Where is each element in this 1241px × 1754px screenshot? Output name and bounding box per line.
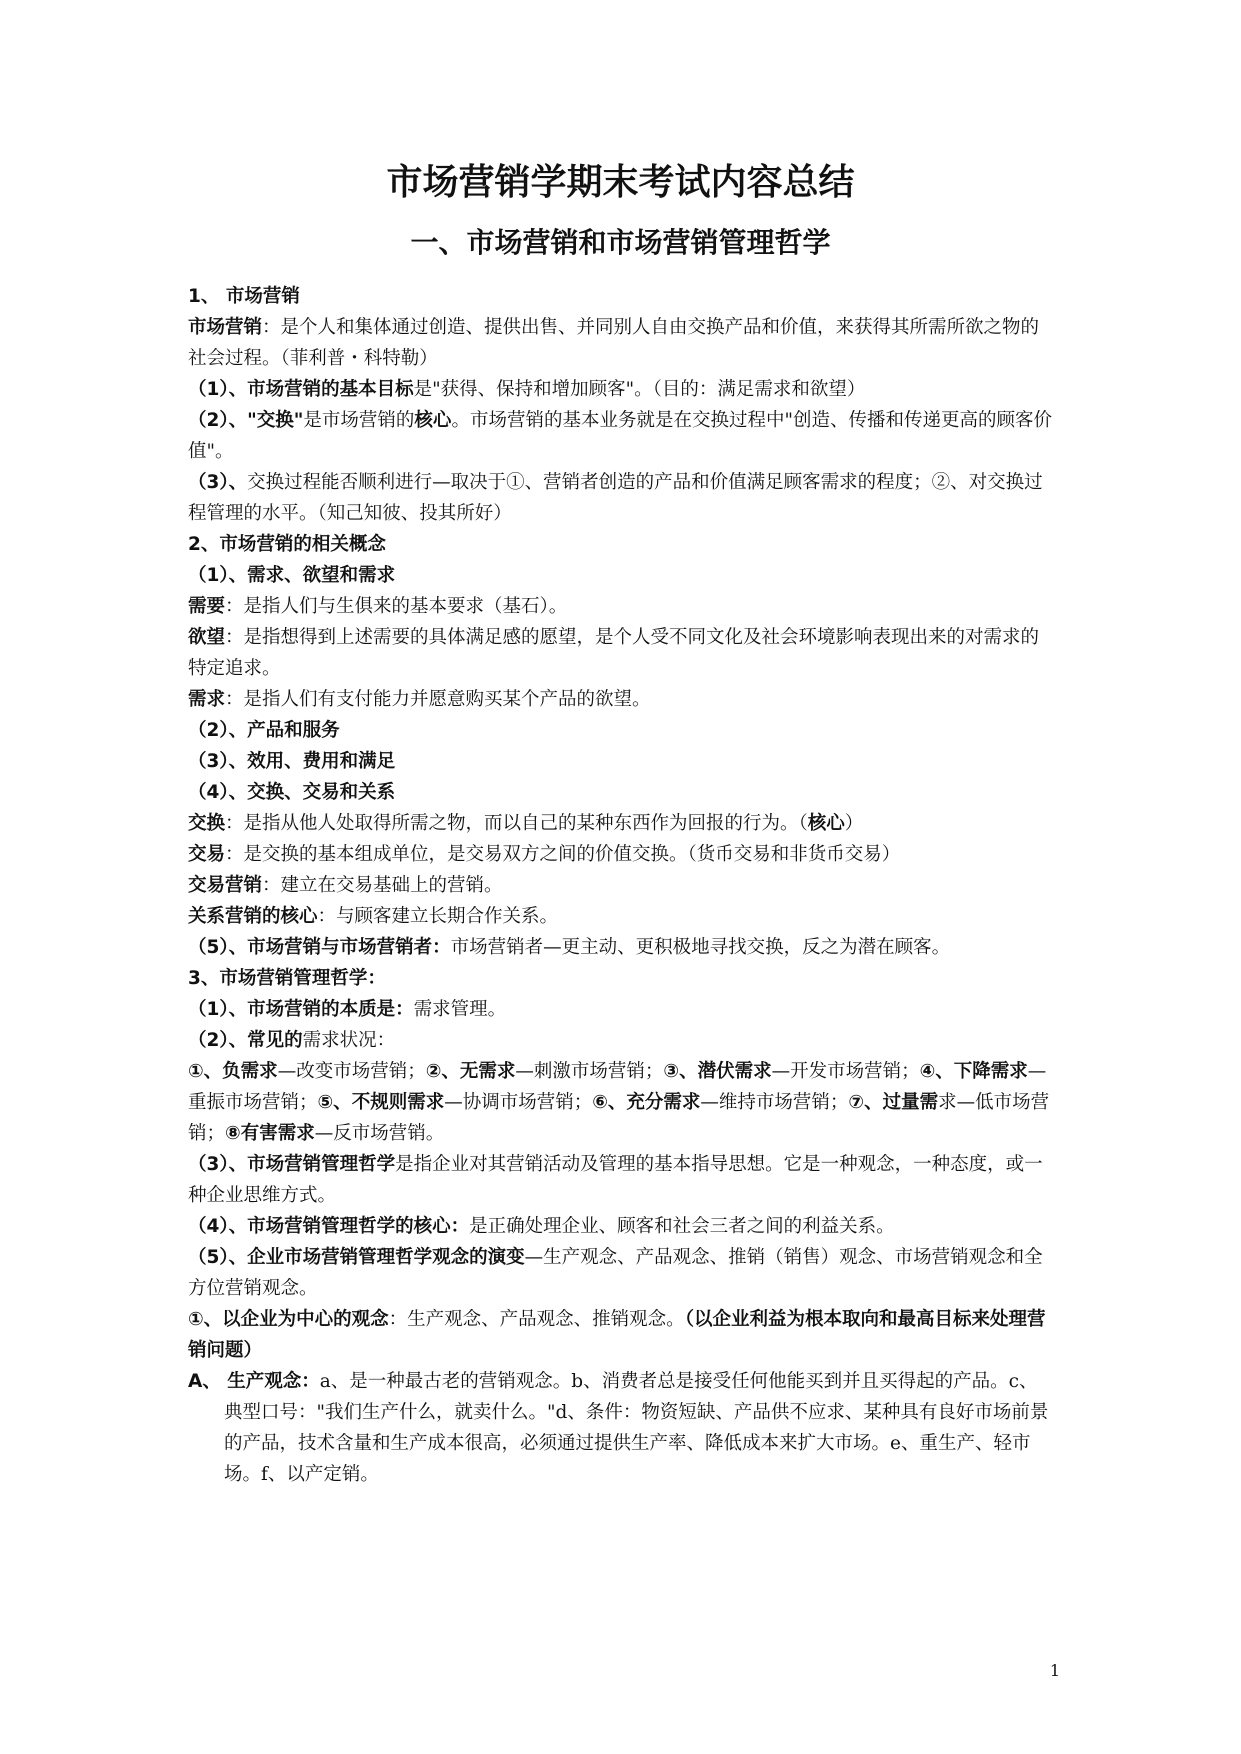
subheading-exchange: （4）、交换、交易和关系 [188, 782, 396, 803]
term-trade-marketing: 交易营销 [188, 875, 263, 896]
state-term: 充分需求 [626, 1092, 701, 1113]
demand-state [663, 1061, 919, 1082]
term-demand: 需求 [188, 689, 226, 710]
text-demand-states: 需求状况： [302, 1030, 396, 1051]
state-text: —刺激市场营销； [515, 1061, 664, 1082]
demand-state [426, 1061, 664, 1082]
state-num: ⑦、 [848, 1092, 883, 1113]
state-text: —重振市场营销； [188, 1061, 1047, 1113]
state-num: ⑧ [225, 1123, 241, 1144]
text-trade: ：是交换的基本组成单位，是交易双方之间的价值交换。（货币交易和非货币交易） [225, 844, 901, 865]
paragraph-philosophy-core [188, 1211, 1052, 1242]
term-evolution: （5）、企业市场营销管理哲学观念的演变 [188, 1247, 525, 1268]
term-basic-goal: （1）、市场营销的基本目标 [188, 379, 414, 400]
paragraph-demand-states [188, 1056, 1052, 1149]
term-exchange: （2）、"交换" [188, 410, 304, 431]
term-trade: 交易 [188, 844, 226, 865]
state-num: ②、 [425, 1061, 460, 1082]
heading-marketing: 1、 市场营销 [188, 286, 300, 307]
subheading-needs: （1）、需求、欲望和需求 [188, 565, 396, 586]
paragraph-marketing-definition [188, 312, 1052, 374]
state-text: —改变市场营销； [277, 1061, 426, 1082]
state-text: —协调市场营销； [444, 1092, 593, 1113]
term-philosophy: （3）、市场营销管理哲学 [188, 1154, 396, 1175]
subheading-products: （2）、产品和服务 [188, 720, 340, 741]
demand-state [188, 1061, 426, 1082]
state-term: 潜伏需求 [697, 1061, 772, 1082]
text-want: ：是指想得到上述需要的具体满足感的愿望，是个人受不同文化及社会环境影响表现出来的对需求的特定追求。 [188, 627, 1040, 679]
state-num: ③、 [663, 1061, 698, 1082]
state-text: —反市场营销。 [314, 1123, 445, 1144]
demand-state [318, 1092, 593, 1113]
term-essence: （1）、市场营销的本质是： [188, 999, 414, 1020]
term-item-3: （3）、 [188, 472, 248, 493]
state-text: —维持市场营销； [700, 1092, 849, 1113]
subheading-utility: （3）、效用、费用和满足 [188, 751, 396, 772]
paragraph-exchange-core [188, 405, 1052, 467]
term-exchange-core: 核心 [807, 813, 845, 834]
state-term: 有害需求 [240, 1123, 315, 1144]
state-term: 不规则需求 [351, 1092, 445, 1113]
term-marketer: （5）、市场营销与市场营销者： [188, 937, 451, 958]
state-term: 过量需 [882, 1092, 939, 1113]
text-essence: 需求管理。 [413, 999, 507, 1020]
state-term: 负需求 [222, 1061, 278, 1082]
term-core: 核心 [414, 410, 452, 431]
heading-related-concepts: 2、市场营销的相关概念 [188, 534, 386, 555]
text-marketer: 市场营销者—更主动、更积极地寻找交换，反之为潜在顾客。 [450, 937, 951, 958]
paragraph-trade-marketing [188, 870, 1052, 901]
paragraph-demand [188, 684, 1052, 715]
term-philosophy-core: （4）、市场营销管理哲学的核心： [188, 1216, 470, 1237]
term-marketing: 市场营销 [188, 317, 263, 338]
text-demand: ：是指人们有支付能力并愿意购买某个产品的欲望。 [225, 689, 651, 710]
paragraph-essence [188, 994, 1052, 1025]
text-philosophy: 是指企业对其营销活动及管理的基本指导思想。它是一种观念，一种态度，或一种企业思维方式。 [188, 1154, 1043, 1206]
state-text: 求—低市场营销； [188, 1092, 1050, 1144]
text-exchange-end: ） [844, 813, 864, 834]
state-num: ①、 [188, 1061, 223, 1082]
term-production-concept: A、 生产观念： [188, 1371, 320, 1392]
text-exchange-def: ：是指从他人处取得所需之物，而以自己的某种东西作为回报的行为。（ [225, 813, 808, 834]
text-marketing-definition: ：是个人和集体通过创造、提供出售、并同别人自由交换产品和价值，来获得其所需所欲之物的社会过程。（菲利普・科特勒） [188, 317, 1040, 369]
demand-state [592, 1092, 848, 1113]
paragraph-basic-goal [188, 374, 1052, 405]
document-body [188, 281, 1052, 1490]
term-need: 需要 [188, 596, 226, 617]
text-exchange-process: 交换过程能否顺利进行—取决于①、营销者创造的产品和价值满足顾客需求的程度；②、对交换过程管理的水平。（知己知彼、投其所好） [188, 472, 1043, 524]
demand-state [225, 1123, 444, 1144]
state-term: 下降需求 [953, 1061, 1028, 1082]
text-relationship: ：与顾客建立长期合作关系。 [317, 906, 559, 927]
text-philosophy-core: 是正确处理企业、顾客和社会三者之间的利益关系。 [469, 1216, 895, 1237]
document-title: 市场营销学期末考试内容总结 [386, 162, 855, 203]
paragraph-relationship [188, 901, 1052, 932]
paragraph-trade [188, 839, 1052, 870]
term-company-centered: ①、以企业为中心的观念 [188, 1309, 389, 1330]
term-exchange-def: 交换 [188, 813, 226, 834]
paragraph-philosophy-def [188, 1149, 1052, 1211]
state-num: ⑤、 [317, 1092, 352, 1113]
page-number: 1 [1049, 1661, 1060, 1680]
section-title: 一、市场营销和市场营销管理哲学 [410, 226, 831, 259]
term-relationship: 关系营销的核心 [188, 906, 318, 927]
term-common: （2）、常见的 [188, 1030, 303, 1051]
paragraph-demand-states-intro [188, 1025, 1052, 1056]
text-evolution: —生产观念、产品观念、推销（销售）观念、市场营销观念和全方位营销观念。 [188, 1247, 1043, 1299]
state-num: ④、 [919, 1061, 954, 1082]
paragraph-want [188, 622, 1052, 684]
text-production-concept: a、是一种最古老的营销观念。b、消费者总是接受任何他能买到并且买得起的产品。c、典型口号："我们生产什么，就卖什么。"d、条件：物资短缺、产品供不应求、某种具有良好市场前景的产品，技术含量和生产成本很高，必须通过提供生产率、降低成本来扩大市场。e、重生产、轻市场。f、以产定销。 [224, 1371, 1049, 1485]
text-exchange-mid: 是市场营销的 [303, 410, 415, 431]
paragraph-marketer [188, 932, 1052, 963]
text-exchange-core: 。市场营销的基本业务就是在交换过程中"创造、传播和传递更高的顾客价值"。 [188, 410, 1052, 462]
paragraph-evolution [188, 1242, 1052, 1304]
paragraph-company-centered [188, 1304, 1052, 1366]
paragraph-production-concept [188, 1366, 1052, 1490]
state-term: 无需求 [459, 1061, 516, 1082]
state-text: —开发市场营销； [771, 1061, 920, 1082]
heading-philosophy: 3、市场营销管理哲学： [188, 968, 386, 989]
paragraph-exchange [188, 808, 1052, 839]
text-company-centered: ：生产观念、产品观念、推销观念。 [388, 1309, 685, 1330]
state-num: ⑥、 [592, 1092, 627, 1113]
paragraph-need [188, 591, 1052, 622]
text-trade-marketing: ：建立在交易基础上的营销。 [262, 875, 503, 896]
text-need: ：是指人们与生俱来的基本要求（基石）。 [225, 596, 568, 617]
bold-company-centered: （以企业利益为根本取向和最高目标来处理营销问题） [188, 1309, 1046, 1361]
text-basic-goal: 是"获得、保持和增加顾客"。（目的：满足需求和欲望） [413, 379, 866, 400]
term-want: 欲望 [188, 627, 226, 648]
paragraph-exchange-process [188, 467, 1052, 529]
